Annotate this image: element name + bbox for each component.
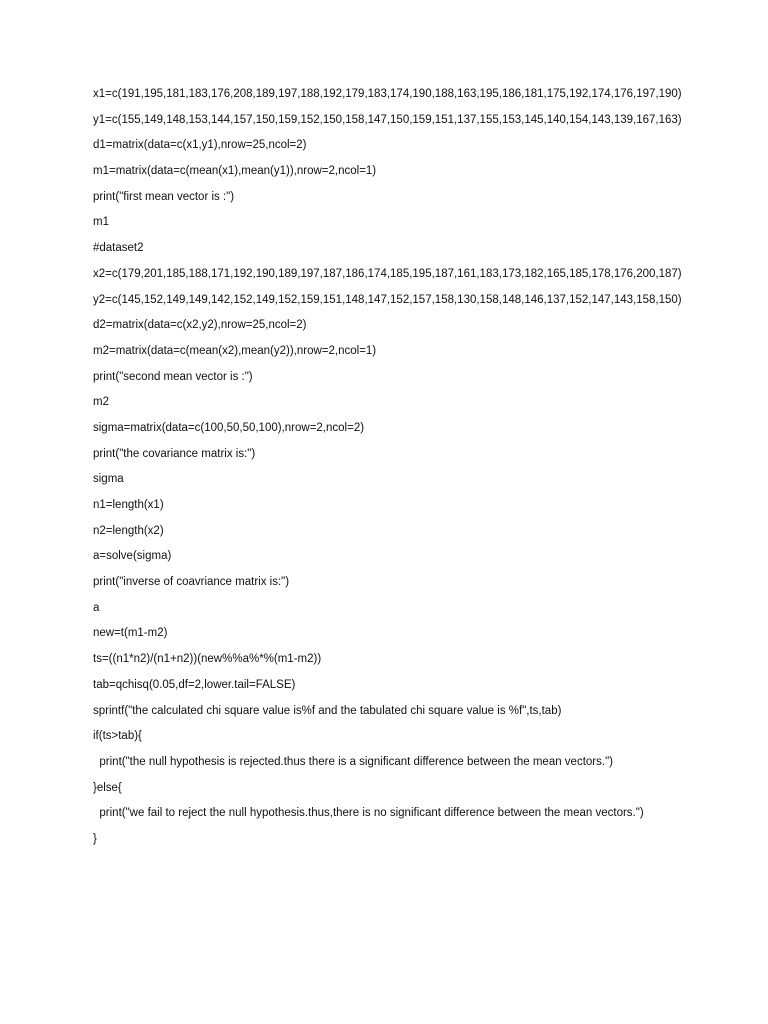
code-line-print-first-mean: print("first mean vector is :")	[93, 190, 235, 203]
code-line-sigma: sigma=matrix(data=c(100,50,50,100),nrow=2,ncol=2)	[93, 421, 365, 434]
code-line-close-brace: }	[93, 832, 97, 845]
code-line-print-second-mean: print("second mean vector is :")	[93, 370, 253, 383]
code-line-m2-output: m2	[93, 396, 109, 409]
code-line-print-inverse: print("inverse of coavriance matrix is:")	[93, 576, 290, 589]
code-line-a-output: a	[93, 601, 100, 614]
code-line-m2: m2=matrix(data=c(mean(x2),mean(y2)),nrow=2,ncol=1)	[93, 344, 377, 357]
code-line-else: }else{	[93, 781, 122, 794]
code-line-y2: y2=c(145,152,149,149,142,152,149,152,159,151,148,147,152,157,158,130,158,148,146,137,152,147,143,158,150)	[93, 293, 682, 306]
code-line-d2: d2=matrix(data=c(x2,y2),nrow=25,ncol=2)	[93, 319, 307, 332]
code-line-x1: x1=c(191,195,181,183,176,208,189,197,188,192,179,183,174,190,188,163,195,186,181,175,192,174,176,197,190)	[93, 88, 682, 100]
code-line-print-covariance: print("the covariance matrix is:")	[93, 447, 256, 460]
code-line-d1: d1=matrix(data=c(x1,y1),nrow=25,ncol=2)	[93, 139, 307, 152]
code-line-m1-output: m1	[93, 216, 109, 229]
code-line-m1: m1=matrix(data=c(mean(x1),mean(y1)),nrow=2,ncol=1)	[93, 165, 377, 178]
code-line-print-rejected: print("the null hypothesis is rejected.thus there is a significant difference between the mean vectors.")	[93, 755, 613, 768]
code-line-new: new=t(m1-m2)	[93, 627, 168, 640]
code-line-solve: a=solve(sigma)	[93, 550, 172, 563]
code-line-sprintf: sprintf("the calculated chi square value is%f and the tabulated chi square value is %f",ts,tab)	[93, 704, 562, 717]
code-line-n2: n2=length(x2)	[93, 524, 164, 537]
code-line-print-fail-to-reject: print("we fail to reject the null hypothesis.thus,there is no significant difference between the mean vectors.")	[93, 807, 644, 820]
code-line-dataset2-comment: #dataset2	[93, 242, 144, 255]
code-line-if: if(ts>tab){	[93, 730, 142, 743]
code-line-ts: ts=((n1*n2)/(n1+n2))(new%%a%*%(m1-m2))	[93, 653, 322, 666]
code-line-tab: tab=qchisq(0.05,df=2,lower.tail=FALSE)	[93, 678, 296, 691]
code-line-x2: x2=c(179,201,185,188,171,192,190,189,197,187,186,174,185,195,187,161,183,173,182,165,185,178,176,200,187)	[93, 267, 682, 280]
code-listing	[93, 87, 683, 858]
code-line-y1: y1=c(155,149,148,153,144,157,150,159,152,150,158,147,150,159,151,137,155,153,145,140,154,143,139,167,163)	[93, 113, 682, 126]
code-line-sigma-output: sigma	[93, 473, 124, 486]
code-line-n1: n1=length(x1)	[93, 499, 164, 511]
